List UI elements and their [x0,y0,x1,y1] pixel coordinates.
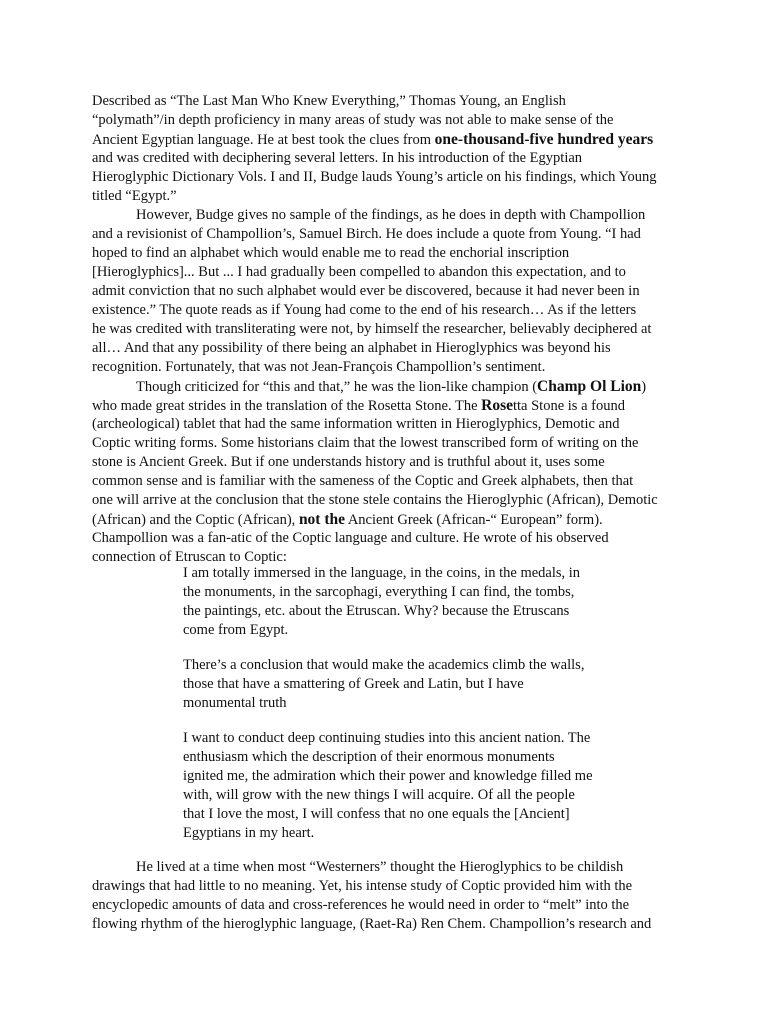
quote-line: come from Egypt. [183,622,289,638]
text-line: all… And that any possibility of there being an alphabet in Hieroglyphics was beyond his [92,340,611,356]
text-line: titled “Egypt.” [92,188,177,204]
text-line: hoped to find an alphabet which would enable me to read the enchorial inscription [92,245,570,261]
text-line [92,396,625,416]
text-line: However, Budge gives no sample of the findings, as he does in depth with Champollion [136,207,646,223]
quote-line: that I love the most, I will confess that no one equals the [Ancient] [183,806,570,822]
text-line: connection of Etruscan to Coptic: [92,549,287,565]
text-line: Hieroglyphic Dictionary Vols. I and II, Budge lauds Young’s article on his findings, which Young [92,169,657,185]
text-line: recognition. Fortunately, that was not Jean-François Champollion’s sentiment. [92,359,546,375]
quote-line: those that have a smattering of Greek and Latin, but I have [183,676,524,692]
bold-phrase: not the [298,511,346,528]
text-line: encyclopedic amounts of data and cross-references he would need in order to “melt” into the [92,897,630,913]
text-line: Described as “The Last Man Who Knew Everything,” Thomas Young, an English [92,93,566,109]
text-line: he was credited with transliterating were not, by himself the researcher, believably deciphered at [92,321,652,337]
quote-line: Egyptians in my heart. [183,825,315,841]
text-run: Ancient Greek (African-“ European” form). [345,512,603,528]
quote-line: with, will grow with the new things I will acquire. Of all the people [183,787,575,803]
text-line: drawings that had little to no meaning. Yet, his intense study of Coptic provided him with the [92,878,633,894]
text-line: Champollion was a fan-atic of the Coptic language and culture. He wrote of his observed [92,530,609,546]
text-line: (archeological) tablet that had the same information written in Hieroglyphics, Demotic and [92,416,620,432]
quote-line: enthusiasm which the description of their enormous monuments [183,749,555,765]
text-run: ) [641,379,647,395]
quote-line: the monuments, in the sarcophagi, everything I can find, the tombs, [183,584,575,600]
quote-line: There’s a conclusion that would make the academics climb the walls, [183,657,585,673]
text-line: common sense and is familiar with the sameness of the Coptic and Greek alphabets, then that [92,473,634,489]
text-line: [Hieroglyphics]... But ... I had gradually been compelled to abandon this expectation, and to [92,264,626,280]
quote-line: monumental truth [183,695,287,711]
text-line: flowing rhythm of the hieroglyphic language, (Raet-Ra) Ren Chem. Champollion’s research and [92,916,652,932]
bold-phrase: one-thousand-five hundred years [434,131,654,148]
bold-phrase: Champ Ol Lion [537,378,642,395]
text-line [92,510,603,530]
text-line: existence.” The quote reads as if Young had come to the end of his research… As if the letters [92,302,637,318]
quote-line: I want to conduct deep continuing studies into this ancient nation. The [183,730,591,746]
bold-phrase: Rose [481,397,513,414]
quote-line: ignited me, the admiration which their power and knowledge filled me [183,768,593,784]
text-line [136,377,646,397]
text-line: He lived at a time when most “Westerners” thought the Hieroglyphics to be childish [136,859,624,875]
quote-line: the paintings, etc. about the Etruscan. Why? because the Etruscans [183,603,570,619]
text-run: Though criticized for “this and that,” he was the lion-like champion ( [136,379,538,395]
text-line: Coptic writing forms. Some historians claim that the lowest transcribed form of writing on the [92,435,639,451]
text-run: who made great strides in the translation of the Rosetta Stone. The [92,398,482,414]
text-line: “polymath”/in depth proficiency in many areas of study was not able to make sense of the [92,112,614,128]
text-run: (African) and the Coptic (African), [92,512,299,528]
text-line: stone is Ancient Greek. But if one understands history and is truthful about it, uses some [92,454,605,470]
text-line [92,130,653,150]
text-run: Ancient Egyptian language. He at best took the clues from [92,132,435,148]
text-run: tta Stone is a found [513,398,625,414]
text-line: one will arrive at the conclusion that the stone stele contains the Hieroglyphic (African), Demotic [92,492,658,508]
text-line: and a revisionist of Champollion’s, Samuel Birch. He does include a quote from Young. “I had [92,226,641,242]
text-line: admit conviction that no such alphabet would ever be discovered, because it had never been in [92,283,640,299]
quote-line: I am totally immersed in the language, in the coins, in the medals, in [183,565,581,581]
text-line: and was credited with deciphering several letters. In his introduction of the Egyptian [92,150,583,166]
